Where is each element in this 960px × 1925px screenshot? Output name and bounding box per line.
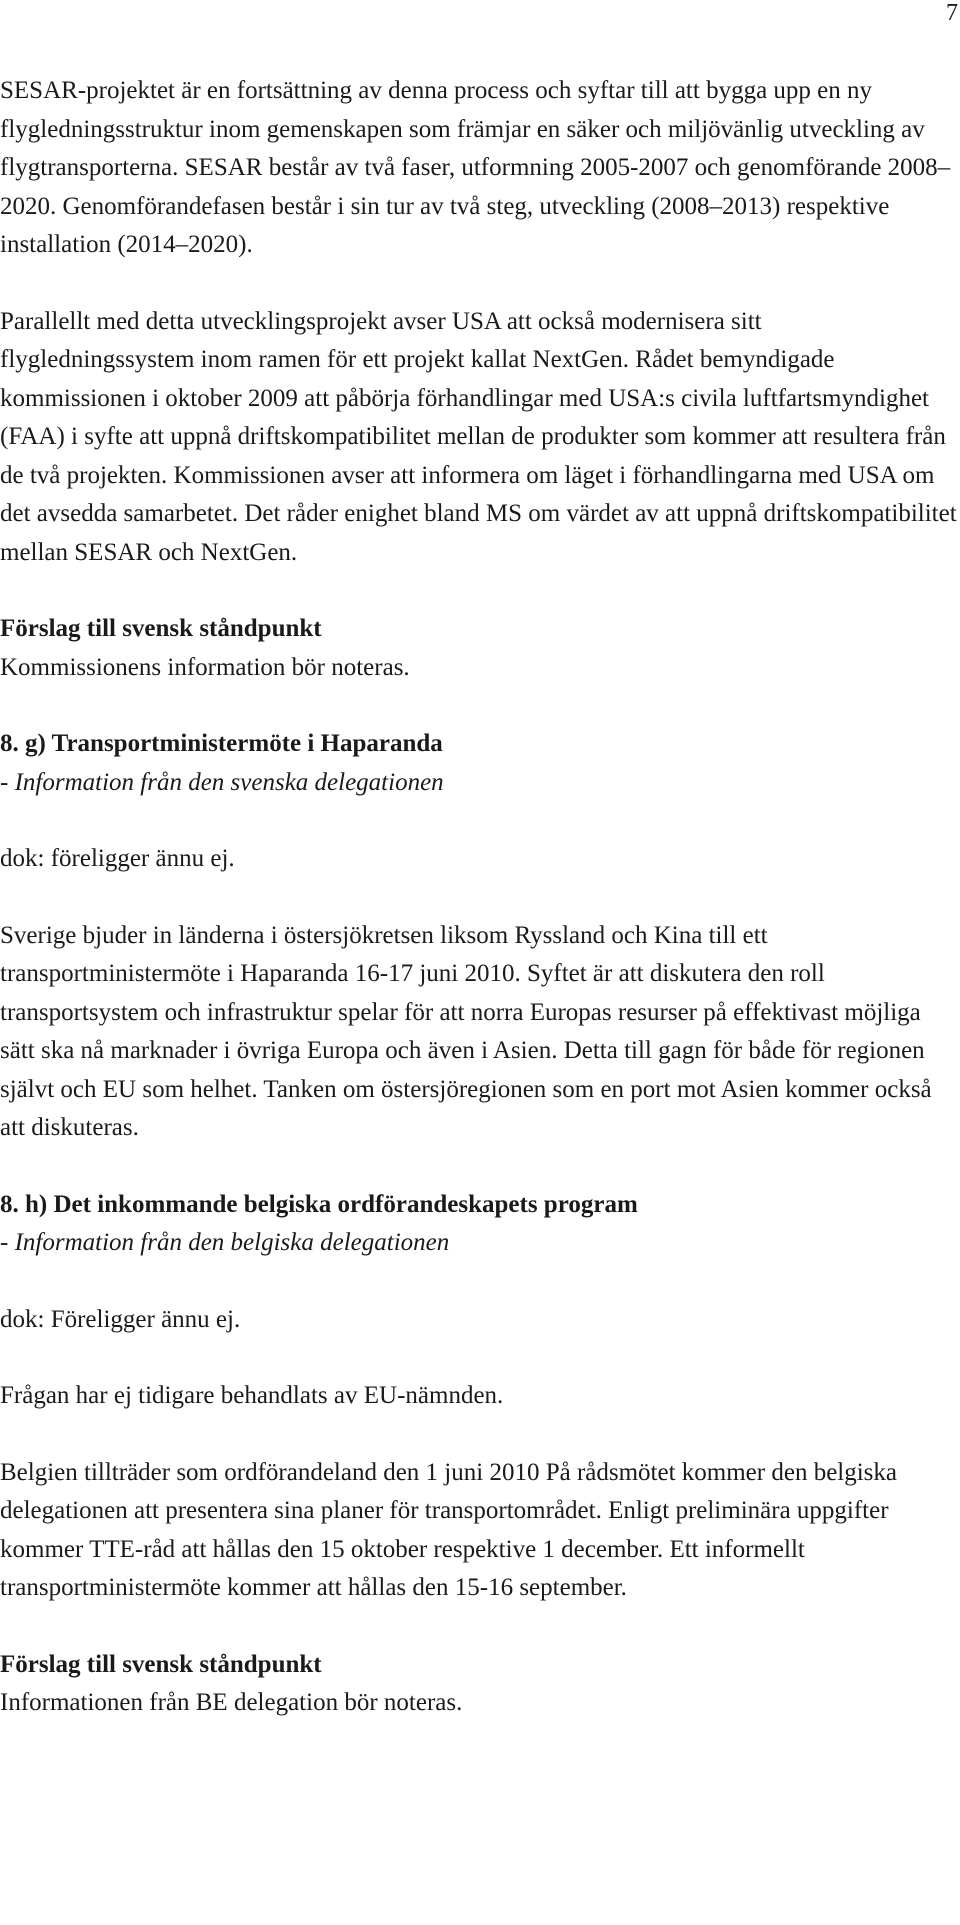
item-h-doc: dok: Föreligger ännu ej. [0,1305,241,1333]
proposal-text-1: Kommissionens information bör noteras. [0,653,410,681]
document-body [0,72,958,1723]
item-g-subheading: - Information från den svenska delegationen [0,768,444,796]
item-g-text: Sverige bjuder in länderna i östersjökretsen liksom Ryssland och Kina till ett transportministermöte i Haparanda 16-17 juni 2010. Syftet är att diskutera den roll transportsystem och infrastruktur spelar för att norra Europas resurser på effektivast möjliga sätt ska nå marknader i övriga Europa och även i Asien. Detta till gagn för både för regionen självt och EU som helhet. Tanken om östersjöregionen som en port mot Asien kommer också att diskuteras. [0,921,932,1141]
proposal-heading-2: Förslag till svensk ståndpunkt [0,1650,322,1678]
item-h-prior: Frågan har ej tidigare behandlats av EU-nämnden. [0,1382,504,1409]
item-h-subheading: - Information från den belgiska delegationen [0,1229,450,1256]
proposal-text-2: Informationen från BE delegation bör noteras. [0,1689,463,1716]
item-g-doc: dok: föreligger ännu ej. [0,845,235,872]
item-h-text: Belgien tillträder som ordförandeland den 1 juni 2010 På rådsmötet kommer den belgiska delegationen att presentera sina planer för transportområdet. Enligt preliminära uppgifter kommer TTE-råd att hållas den 15 oktober respektive 1 december. Ett informellt transportministermöte kommer att hållas den 15-16 september. [0,1458,898,1601]
page-number: 7 [946,0,958,26]
proposal-heading-1: Förslag till svensk ståndpunkt [0,615,322,642]
item-g-heading: 8. g) Transportministermöte i Haparanda [0,730,443,757]
item-h-heading: 8. h) Det inkommande belgiska ordförandeskapets program [0,1190,638,1218]
nextgen-paragraph: Parallellt med detta utvecklingsprojekt avser USA att också modernisera sitt flygledningssystem inom ramen för ett projekt kallat NextGen. Rådet bemyndigade kommissionen i oktober 2009 att påbörja förhandlingar med USA:s civila luftfartsmyndighet (FAA) i syfte att uppnå driftskompatibilitet mellan de produkter som kommer att resultera från de två projekten. Kommissionen avser att informera om läget i förhandlingarna med USA om det avsedda samarbetet. Det råder enighet bland MS om värdet av att uppnå driftskompatibilitet mellan SESAR och NextGen. [0,307,957,566]
sesar-paragraph: SESAR-projektet är en fortsättning av denna process och syftar till att bygga upp en ny flygledningsstruktur inom gemenskapen som främjar en säker och miljövänlig utveckling av flygtransporterna. SESAR består av två faser, utformning 2005-2007 och genomförande 2008–2020. Genomförandefasen består i sin tur av två steg, utveckling (2008–2013) respektive installation (2014–2020). [0,77,951,258]
